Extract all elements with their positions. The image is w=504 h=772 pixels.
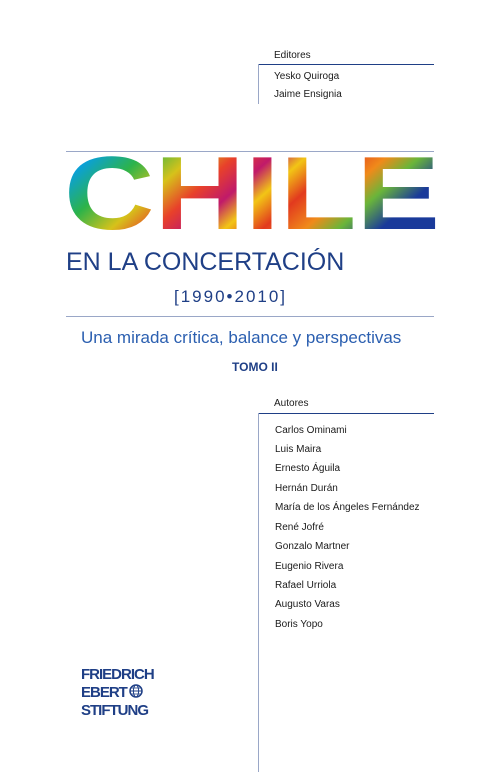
publisher-logo: [81, 667, 173, 727]
author-name: René Jofré: [275, 522, 324, 533]
volume-label: TOMO II: [232, 360, 278, 374]
editor-name: Yesko Quiroga: [274, 71, 340, 82]
author-name: Ernesto Águila: [275, 463, 341, 474]
tagline: Una mirada crítica, balance y perspectivas: [81, 328, 402, 347]
authors-label: Autores: [274, 398, 309, 409]
logo-line-2: EBERT: [81, 684, 127, 701]
author-name: Luis Maira: [275, 444, 322, 455]
chile-title-text: CHILE: [64, 141, 440, 241]
author-name: Rafael Urriola: [275, 580, 337, 591]
editors-rule: [258, 64, 434, 65]
logo-line-3: STIFTUNG: [81, 702, 148, 719]
author-name: María de los Ángeles Fernández: [275, 502, 420, 513]
authors-rule: [258, 413, 434, 414]
author-name: Gonzalo Martner: [275, 541, 350, 552]
author-name: Eugenio Rivera: [275, 561, 344, 572]
author-name: Hernán Durán: [275, 483, 338, 494]
years: [1990•2010]: [174, 287, 288, 306]
author-name: Boris Yopo: [275, 619, 323, 630]
editor-name: Jaime Ensignia: [274, 89, 342, 100]
subtitle: EN LA CONCERTACIÓN: [66, 248, 345, 276]
author-name: Carlos Ominami: [275, 425, 347, 436]
editors-label: Editores: [274, 50, 311, 61]
logo-line-1: FRIEDRICH: [81, 666, 154, 683]
authors-vertical-rule: [258, 413, 259, 772]
globe-icon: [129, 684, 143, 698]
chile-title: [62, 141, 442, 241]
editors-vertical-rule: [258, 64, 259, 104]
title-bottom-rule: [66, 316, 434, 317]
author-name: Augusto Varas: [275, 599, 340, 610]
